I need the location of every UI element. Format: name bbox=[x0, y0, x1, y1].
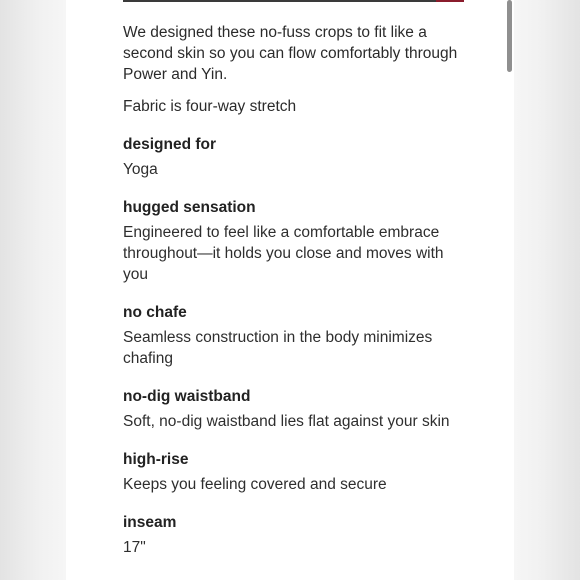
feature-no-dig-waistband bbox=[123, 386, 468, 432]
product-details-panel bbox=[66, 0, 514, 580]
feature-description: Engineered to feel like a comfortable embrace throughout—it holds you close and moves with you bbox=[123, 224, 444, 283]
feature-title: no-dig waistband bbox=[123, 388, 251, 405]
feature-description: 17" bbox=[123, 539, 146, 556]
feature-description: Keeps you feeling covered and secure bbox=[123, 476, 387, 493]
feature-description: Yoga bbox=[123, 161, 158, 178]
section-divider-accent bbox=[436, 0, 464, 2]
feature-high-rise bbox=[123, 449, 468, 495]
feature-no-chafe bbox=[123, 302, 468, 369]
description-intro: We designed these no-fuss crops to fit like a second skin so you can flow comfortably through Power and Yin. bbox=[123, 24, 458, 83]
feature-description: Seamless construction in the body minimizes chafing bbox=[123, 329, 433, 367]
scrollbar-thumb[interactable] bbox=[507, 0, 512, 72]
feature-designed-for bbox=[123, 134, 468, 180]
fabric-note: Fabric is four-way stretch bbox=[123, 98, 297, 115]
feature-inseam bbox=[123, 512, 468, 558]
feature-title: inseam bbox=[123, 514, 177, 531]
feature-title: hugged sensation bbox=[123, 199, 256, 216]
feature-hugged-sensation bbox=[123, 197, 468, 285]
feature-title: high-rise bbox=[123, 451, 189, 468]
product-description bbox=[123, 22, 468, 575]
feature-title: no chafe bbox=[123, 304, 187, 321]
feature-description: Soft, no-dig waistband lies flat against your skin bbox=[123, 413, 450, 430]
section-divider bbox=[123, 0, 464, 2]
feature-title: designed for bbox=[123, 136, 217, 153]
